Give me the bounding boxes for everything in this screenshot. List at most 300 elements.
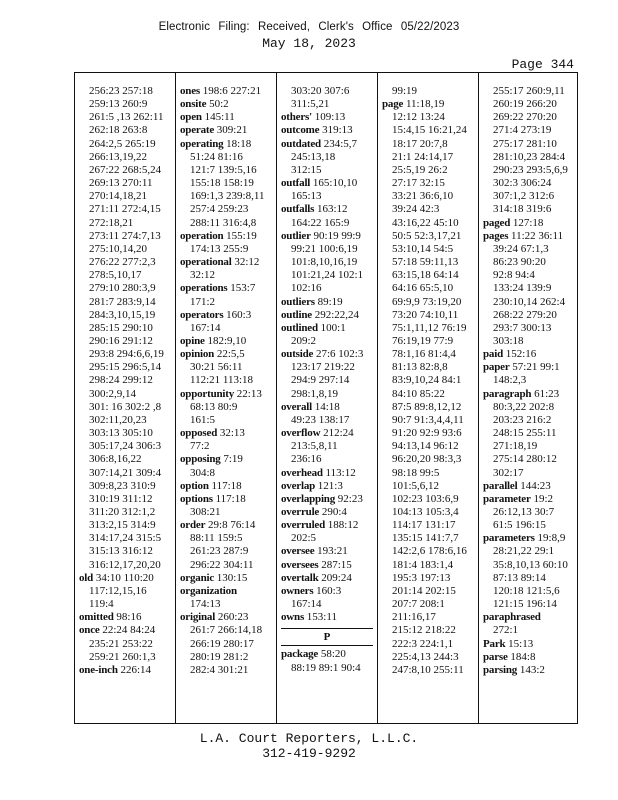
index-entry-continuation — [281, 164, 380, 177]
page-line-references: 293:8 294:6,6,19 — [89, 348, 164, 361]
index-entry-continuation — [382, 230, 481, 243]
page-line-references: 135:15 141:7,7 — [392, 532, 459, 545]
index-term: organization — [180, 584, 237, 597]
page-line-references: 102:16 — [291, 282, 322, 295]
page-line-references: 305:17,24 306:3 — [89, 440, 162, 453]
index-entry — [483, 480, 582, 493]
page-line-references: 259:13 260:9 — [89, 98, 148, 111]
index-entry-continuation — [483, 177, 582, 190]
index-entry-continuation — [180, 624, 279, 637]
page-line-references: 296:22 304:11 — [190, 558, 254, 571]
page-line-references: 169:1,3 239:8,11 — [190, 190, 265, 203]
index-entry-continuation — [281, 282, 380, 295]
index-term: operating — [180, 137, 224, 150]
index-entry-continuation — [281, 269, 380, 282]
index-term: opposing — [180, 453, 221, 466]
index-entry — [180, 480, 279, 493]
index-term: order — [180, 519, 206, 532]
index-entry-continuation — [180, 467, 279, 480]
index-term: page — [382, 98, 404, 111]
index-entry-continuation — [180, 361, 279, 374]
index-entry — [180, 98, 279, 111]
index-entry-continuation — [281, 335, 380, 348]
index-entry-continuation — [281, 374, 380, 387]
index-entry-continuation — [483, 335, 582, 348]
page-line-references: 271:18,19 — [493, 440, 538, 453]
index-entry-continuation — [79, 506, 178, 519]
index-entry — [281, 467, 380, 480]
index-term: overruled — [281, 519, 326, 532]
page-line-references: 34:10 110:20 — [95, 571, 154, 584]
index-entry-continuation — [483, 440, 582, 453]
page-line-references: 211:16,17 — [392, 611, 436, 624]
index-entry-continuation — [79, 256, 178, 269]
page-line-references: 171:2 — [190, 295, 216, 308]
index-entry-continuation — [79, 203, 178, 216]
index-entry-continuation — [382, 282, 481, 295]
index-entry-continuation — [79, 190, 178, 203]
page-line-references: 234:5,7 — [323, 137, 358, 150]
index-entry-continuation — [382, 124, 481, 137]
page-line-references: 26:12,13 30:7 — [493, 506, 555, 518]
page-line-references: 167:14 — [291, 598, 322, 611]
index-entry — [382, 98, 481, 111]
page-line-references: 94:13,14 96:12 — [392, 440, 459, 453]
index-entry-continuation — [382, 138, 481, 151]
index-term: owners — [281, 584, 314, 597]
page-line-references: 278:5,10,17 — [89, 269, 142, 282]
index-entry — [281, 309, 380, 322]
index-entry-continuation — [382, 506, 481, 519]
index-term: overrule — [281, 506, 320, 518]
section-rule — [281, 645, 373, 646]
page-line-references: 222:3 224:1,1 — [392, 637, 454, 650]
word-index-box — [74, 72, 578, 724]
index-entry-continuation — [180, 401, 279, 414]
index-entry — [483, 651, 582, 664]
index-term: outcome — [281, 124, 320, 137]
index-entry-continuation — [79, 453, 178, 466]
index-entry-continuation — [483, 572, 582, 585]
index-entry-continuation — [79, 124, 178, 137]
page-line-references: 257:4 259:23 — [190, 203, 249, 216]
index-entry-continuation — [79, 532, 178, 545]
index-entry-continuation — [483, 519, 582, 532]
index-entry — [180, 309, 279, 322]
page-line-references: 165:13 — [291, 190, 322, 203]
page-line-references: 75:1,11,12 76:19 — [392, 321, 467, 334]
page-line-references: 7:19 — [223, 453, 243, 466]
index-entry — [483, 217, 582, 230]
index-entry-continuation — [382, 388, 481, 401]
page-line-references: 311:5,21 — [291, 98, 330, 111]
page-line-references: 81:13 82:8,8 — [392, 361, 448, 374]
page-line-references: 167:14 — [190, 321, 221, 334]
index-term: parsing — [483, 663, 518, 676]
page-line-references: 61:23 — [534, 387, 560, 400]
index-entry — [483, 348, 582, 361]
page-line-references: 148:2,3 — [493, 374, 527, 387]
page-line-references: 261:5 ,13 262:11 — [89, 111, 164, 124]
index-entry-continuation — [483, 296, 582, 309]
page-line-references: 298:24 299:12 — [89, 374, 153, 387]
index-entry-continuation — [180, 217, 279, 230]
index-term: onsite — [180, 98, 207, 111]
page-line-references: 18:17 20:7,8 — [392, 137, 448, 150]
page-line-references: 174:13 — [190, 598, 221, 611]
page-line-references: 264:2,5 265:19 — [89, 137, 156, 150]
index-entry-continuation — [382, 269, 481, 282]
index-entry — [79, 572, 178, 585]
page-line-references: 303:20 307:6 — [291, 85, 350, 97]
page-line-references: 290:4 — [321, 506, 347, 518]
index-entry-continuation — [79, 85, 178, 98]
index-entry-continuation — [483, 598, 582, 611]
page-line-references: 69:9,9 73:19,20 — [392, 295, 462, 308]
page-line-references: 288:11 316:4,8 — [190, 216, 257, 229]
page-line-references: 212:24 — [323, 427, 354, 440]
index-entry-continuation — [79, 401, 178, 414]
index-entry — [281, 111, 380, 124]
index-entry-continuation — [382, 309, 481, 322]
page-line-references: 188:12 — [327, 519, 359, 532]
index-term: once — [79, 624, 100, 637]
index-entry-continuation — [281, 440, 380, 453]
page-line-references: 163:12 — [317, 203, 348, 216]
page-line-references: 309:21 — [216, 124, 248, 137]
page-line-references: 27:6 102:3 — [315, 348, 364, 361]
index-entry-continuation — [79, 638, 178, 651]
index-entry-continuation — [79, 374, 178, 387]
page-line-references: 68:13 80:9 — [190, 400, 238, 413]
index-entry-continuation — [281, 453, 380, 466]
index-entry — [180, 611, 279, 624]
index-entry — [281, 348, 380, 361]
index-entry-continuation — [180, 190, 279, 203]
index-entry-continuation — [281, 85, 380, 98]
index-entry — [281, 322, 380, 335]
index-entry-continuation — [180, 664, 279, 677]
index-term: options — [180, 492, 213, 505]
index-term: oversees — [281, 558, 319, 571]
index-entry-continuation — [79, 545, 178, 558]
index-entry-continuation — [281, 151, 380, 164]
page-line-references: 100:1 — [320, 321, 346, 334]
index-entry — [281, 138, 380, 151]
page-line-references: 120:18 121:5,6 — [493, 584, 560, 597]
index-entry — [180, 230, 279, 243]
page-line-references: 33:21 36:6,10 — [392, 190, 454, 203]
page-line-references: 51:24 81:16 — [190, 150, 243, 163]
page-line-references: 319:13 — [322, 124, 353, 137]
index-entry-continuation — [483, 98, 582, 111]
index-entry-continuation — [382, 624, 481, 637]
page-line-references: 271:11 272:4,15 — [89, 203, 161, 216]
page-line-references: 57:21 99:1 — [512, 361, 560, 374]
index-entry-continuation — [483, 243, 582, 256]
index-entry-continuation — [79, 388, 178, 401]
index-term: opine — [180, 334, 205, 347]
page-line-references: 261:23 287:9 — [190, 545, 249, 558]
page-line-references: 301: 16 302:2 ,8 — [89, 400, 162, 413]
index-entry-continuation — [79, 467, 178, 480]
index-entry-continuation — [382, 572, 481, 585]
index-entry-continuation — [483, 506, 582, 519]
page-line-references: 28:21,22 29:1 — [493, 545, 555, 558]
index-entry — [180, 124, 279, 137]
index-entry-continuation — [79, 598, 178, 611]
page-line-references: 315:13 316:12 — [89, 545, 153, 558]
index-entry-continuation — [382, 559, 481, 572]
index-entry-continuation — [79, 296, 178, 309]
page-line-references: 195:3 197:13 — [392, 571, 451, 584]
index-entry-continuation — [382, 177, 481, 190]
index-entry-continuation — [281, 243, 380, 256]
page-line-references: 272:1 — [493, 624, 519, 637]
page-line-references: 209:24 — [321, 571, 352, 584]
index-entry — [281, 572, 380, 585]
index-entry-continuation — [382, 348, 481, 361]
page-line-references: 256:23 257:18 — [89, 85, 153, 97]
index-entry-continuation — [483, 559, 582, 572]
index-term: ones — [180, 85, 200, 97]
index-entry-continuation — [382, 585, 481, 598]
index-term: open — [180, 111, 202, 124]
page-line-references: 99:19 — [392, 85, 418, 97]
page-line-references: 306:8,16,22 — [89, 453, 142, 466]
index-entry-continuation — [180, 296, 279, 309]
page-line-references: 63:15,18 64:14 — [392, 269, 459, 282]
index-column-1 — [79, 85, 178, 677]
index-entry — [180, 85, 279, 98]
page-line-references: 91:20 92:9 93:6 — [392, 427, 462, 440]
page-line-references: 174:13 255:9 — [190, 242, 249, 255]
index-term: organic — [180, 571, 215, 584]
index-entry-continuation — [483, 164, 582, 177]
page-line-references: 76:19,19 77:9 — [392, 334, 454, 347]
page-line-references: 312:15 — [291, 163, 322, 176]
index-entry-continuation — [382, 651, 481, 664]
index-entry-continuation — [79, 217, 178, 230]
index-entry-continuation — [180, 164, 279, 177]
page-line-references: 11:18,19 — [405, 98, 445, 111]
page-line-references: 101:8,10,16,19 — [291, 256, 358, 269]
index-entry — [180, 138, 279, 151]
page-line-references: 247:8,10 255:11 — [392, 663, 464, 676]
index-entry — [180, 388, 279, 401]
index-entry-continuation — [483, 309, 582, 322]
page-line-references: 121:7 139:5,16 — [190, 163, 257, 176]
page-line-references: 90:19 99:9 — [313, 229, 361, 242]
page-line-references: 307:14,21 309:4 — [89, 466, 162, 479]
index-column-5 — [483, 85, 582, 677]
index-term: parameter — [483, 492, 531, 505]
page-line-references: 266:19 280:17 — [190, 637, 254, 650]
index-entry — [180, 585, 279, 598]
page-line-references: 84:10 85:22 — [392, 387, 445, 400]
index-entry-continuation — [79, 519, 178, 532]
page-line-references: 182:9,10 — [207, 334, 247, 347]
index-entry-continuation — [281, 256, 380, 269]
index-entry-continuation — [483, 256, 582, 269]
page-line-references: 39:24 67:1,3 — [493, 242, 549, 255]
index-term: outdated — [281, 137, 321, 150]
page-line-references: 58:20 — [320, 648, 346, 661]
page-line-references: 259:21 260:1,3 — [89, 650, 156, 663]
index-entry — [180, 453, 279, 466]
page-line-references: 50:5 52:3,17,21 — [392, 229, 462, 242]
index-entry-continuation — [79, 177, 178, 190]
page-line-references: 280:19 281:2 — [190, 650, 249, 663]
index-entry-continuation — [382, 664, 481, 677]
page-line-references: 25:5,19 26:2 — [392, 163, 448, 176]
page-line-references: 310:19 311:12 — [89, 492, 153, 505]
page-line-references: 308:21 — [190, 506, 221, 518]
page-line-references: 53:10,14 54:5 — [392, 242, 454, 255]
index-entry-continuation — [180, 269, 279, 282]
page-line-references: 230:10,14 262:4 — [493, 295, 566, 308]
index-entry-continuation — [382, 296, 481, 309]
index-column-2 — [180, 85, 279, 677]
page-line-references: 78:1,16 81:4,4 — [392, 348, 456, 361]
index-entry-continuation — [382, 243, 481, 256]
index-entry — [483, 493, 582, 506]
index-entry — [281, 545, 380, 558]
index-entry-continuation — [79, 480, 178, 493]
page-line-references: 112:21 113:18 — [190, 374, 254, 387]
page-line-references: 32:13 — [219, 427, 245, 440]
page-line-references: 19:8,9 — [537, 532, 566, 545]
page-line-references: 155:19 — [226, 229, 257, 242]
page-line-references: 273:11 274:7,13 — [89, 229, 161, 242]
page-number: Page 344 — [511, 57, 574, 72]
index-entry-continuation — [79, 243, 178, 256]
index-entry-continuation — [180, 151, 279, 164]
index-term: parallel — [483, 479, 518, 492]
page-line-references: 87:13 89:14 — [493, 571, 546, 584]
index-entry-continuation — [382, 414, 481, 427]
page-line-references: 269:13 270:11 — [89, 177, 153, 190]
index-entry — [180, 111, 279, 124]
index-term: operate — [180, 124, 215, 137]
index-entry-continuation — [79, 361, 178, 374]
page-line-references: 83:9,10,24 84:1 — [392, 374, 462, 387]
page-line-references: 304:8 — [190, 466, 216, 479]
index-entry-continuation — [483, 203, 582, 216]
index-column-3 — [281, 85, 380, 675]
page-line-references: 285:15 290:10 — [89, 321, 153, 334]
index-entry-continuation — [382, 322, 481, 335]
page-line-references: 101:5,6,12 — [392, 479, 440, 492]
index-entry-continuation — [483, 374, 582, 387]
page-line-references: 293:7 300:13 — [493, 321, 552, 334]
index-term: operations — [180, 282, 228, 295]
index-entry-continuation — [79, 282, 178, 295]
page-line-references: 32:12 — [234, 256, 260, 269]
page-line-references: 19:2 — [533, 492, 553, 505]
index-term: outline — [281, 308, 312, 321]
index-entry-continuation — [281, 190, 380, 203]
page-line-references: 290:23 293:5,6,9 — [493, 163, 568, 176]
page-line-references: 236:16 — [291, 453, 322, 466]
index-entry-continuation — [281, 217, 380, 230]
index-entry-continuation — [483, 427, 582, 440]
page-line-references: 99:21 100:6,19 — [291, 242, 358, 255]
page-line-references: 104:13 105:3,4 — [392, 506, 459, 518]
index-term: owns — [281, 611, 305, 624]
page-line-references: 121:3 — [317, 479, 343, 492]
page-line-references: 155:18 158:19 — [190, 177, 254, 190]
reporter-phone: 312-419-9292 — [262, 746, 356, 761]
index-entry-continuation — [382, 638, 481, 651]
index-entry — [180, 427, 279, 440]
page-line-references: 287:15 — [321, 558, 352, 571]
page-line-references: 181:4 183:1,4 — [392, 558, 454, 571]
page-line-references: 160:3 — [226, 308, 252, 321]
page-line-references: 165:10,10 — [312, 177, 358, 190]
page-line-references: 77:2 — [190, 440, 210, 453]
index-entry-continuation — [483, 545, 582, 558]
index-entry-continuation — [180, 374, 279, 387]
index-term: outliers — [281, 295, 315, 308]
index-term: overhead — [281, 466, 323, 479]
index-entry-continuation — [79, 335, 178, 348]
index-entry — [281, 401, 380, 414]
index-entry-continuation — [382, 374, 481, 387]
page-line-references: 198:6 227:21 — [202, 85, 262, 97]
page-line-references: 98:18 99:5 — [392, 466, 440, 479]
index-entry — [281, 177, 380, 190]
page-line-references: 309:8,23 310:9 — [89, 479, 156, 492]
page-line-references: 303:13 305:10 — [89, 427, 153, 440]
index-entry — [180, 493, 279, 506]
index-entry-continuation — [483, 282, 582, 295]
index-entry-continuation — [483, 138, 582, 151]
index-entry-continuation — [79, 348, 178, 361]
index-entry-continuation — [79, 269, 178, 282]
page-line-references: 201:14 202:15 — [392, 584, 456, 597]
page-line-references: 96:20,20 98:3,3 — [392, 453, 462, 466]
page-line-references: 262:18 263:8 — [89, 124, 148, 137]
page-line-references: 270:14,18,21 — [89, 190, 148, 203]
index-entry-continuation — [79, 651, 178, 664]
index-term: opportunity — [180, 387, 235, 400]
index-entry — [281, 611, 380, 624]
page-line-references: 22:5,5 — [216, 348, 245, 361]
page-line-references: 161:5 — [190, 413, 216, 426]
index-entry — [483, 230, 582, 243]
index-term: one-inch — [79, 663, 118, 676]
page-line-references: 153:7 — [230, 282, 256, 295]
page-line-references: 290:16 291:12 — [89, 334, 153, 347]
page-line-references: 235:21 253:22 — [89, 637, 153, 650]
page-line-references: 260:19 266:20 — [493, 98, 557, 111]
page-line-references: 22:24 84:24 — [102, 624, 156, 637]
index-entry — [281, 124, 380, 137]
index-entry-continuation — [79, 151, 178, 164]
index-entry-continuation — [180, 203, 279, 216]
index-entry-continuation — [281, 388, 380, 401]
index-entry — [281, 493, 380, 506]
page-line-references: 113:12 — [325, 466, 356, 479]
index-term: overall — [281, 400, 312, 413]
index-entry-continuation — [79, 559, 178, 572]
page-line-references: 209:2 — [291, 334, 317, 347]
page-line-references: 300:2,9,14 — [89, 387, 137, 400]
page-line-references: 284:3,10,15,19 — [89, 308, 156, 321]
index-entry-continuation — [483, 124, 582, 137]
index-entry-continuation — [180, 322, 279, 335]
